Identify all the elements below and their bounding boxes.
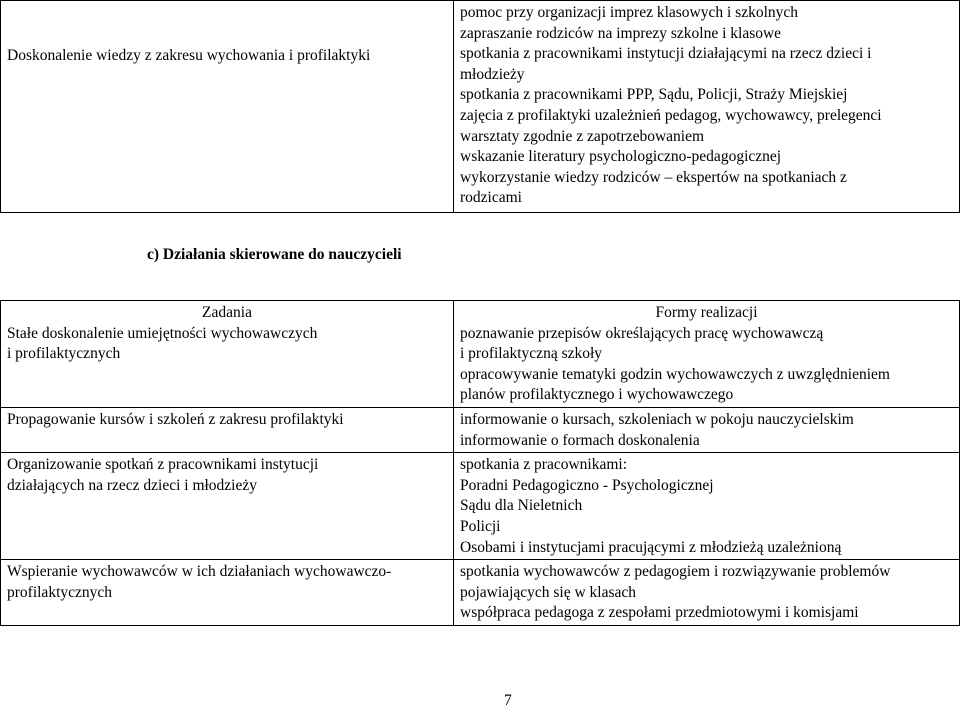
- list-item: spotkania wychowawców z pedagogiem i rozwiązywanie problemów: [460, 563, 891, 581]
- task-text: i profilaktycznych: [7, 345, 121, 363]
- list-item: młodzieży: [460, 65, 525, 83]
- list-item: Policji: [460, 517, 501, 535]
- list-item: wskazanie literatury psychologiczno-pedagogicznej: [460, 148, 782, 166]
- list-item: zajęcia z profilaktyki uzależnień pedagog, wychowawcy, prelegenci: [460, 106, 882, 124]
- list-item: wykorzystanie wiedzy rodziców – ekspertów na spotkaniach z: [460, 168, 847, 186]
- forms-cell: [454, 560, 960, 626]
- list-item: pomoc przy organizacji imprez klasowych i szkolnych: [460, 4, 799, 21]
- list-item: informowanie o kursach, szkoleniach w pokoju nauczycielskim: [460, 410, 854, 428]
- list-item: współpraca pedagoga z zespołami przedmiotowymi i komisjami: [460, 604, 859, 622]
- task-text: profilaktycznych: [7, 583, 113, 601]
- list-item: Osobami i instytucjami pracującymi z młodzieżą uzależnioną: [460, 538, 842, 556]
- page-number: 7: [504, 692, 512, 709]
- list-item: spotkania z pracownikami instytucji działającymi na rzecz dzieci i: [460, 45, 872, 63]
- list-item: spotkania z pracownikami PPP, Sądu, Policji, Straży Miejskiej: [460, 86, 848, 104]
- top-table: [0, 0, 960, 213]
- task-cell: [1, 560, 454, 626]
- list-item: warsztaty zgodnie z zapotrzebowaniem: [460, 127, 705, 145]
- task-text: Propagowanie kursów i szkoleń z zakresu profilaktyki: [7, 410, 344, 428]
- task-text: Wspieranie wychowawców w ich działaniach wychowawczo-: [7, 563, 392, 581]
- table-row: [1, 301, 960, 408]
- list-item: rodzicami: [460, 189, 522, 207]
- task-text: działających na rzecz dzieci i młodzieży: [7, 476, 257, 494]
- column-header-tasks: Zadania: [202, 304, 252, 321]
- task-text: Organizowanie spotkań z pracownikami instytucji: [7, 456, 319, 474]
- list-item: pojawiających się w klasach: [460, 583, 637, 601]
- task-cell: [1, 301, 454, 408]
- column-header-forms: Formy realizacji: [655, 304, 758, 321]
- list-item: informowanie o formach doskonalenia: [460, 431, 700, 449]
- list-item: i profilaktyczną szkoły: [460, 345, 603, 363]
- list-item: Poradni Pedagogiczno - Psychologicznej: [460, 476, 714, 494]
- task-cell: [1, 453, 454, 560]
- forms-cell: [454, 1, 960, 213]
- table-row: [1, 560, 960, 626]
- list-item: Sądu dla Nieletnich: [460, 497, 583, 515]
- task-cell: [1, 1, 454, 213]
- forms-cell: [454, 453, 960, 560]
- table-row: [1, 407, 960, 452]
- list-item: spotkania z pracownikami:: [460, 456, 628, 474]
- list-item: opracowywanie tematyki godzin wychowawczych z uwzględnieniem: [460, 365, 890, 383]
- task-text: Doskonalenie wiedzy z zakresu wychowania i profilaktyki: [7, 47, 371, 64]
- list-item: planów profilaktycznego i wychowawczego: [460, 386, 734, 404]
- section-heading: c) Działania skierowane do nauczycieli: [147, 246, 402, 263]
- forms-cell: [454, 407, 960, 452]
- table-row: [1, 1, 960, 213]
- forms-cell: [454, 301, 960, 408]
- task-text: Stałe doskonalenie umiejętności wychowawczych: [7, 324, 318, 342]
- list-item: poznawanie przepisów określających pracę wychowawczą: [460, 324, 824, 342]
- task-cell: [1, 407, 454, 452]
- table-row: [1, 453, 960, 560]
- bottom-table: [0, 300, 960, 626]
- list-item: zapraszanie rodziców na imprezy szkolne i klasowe: [460, 24, 782, 42]
